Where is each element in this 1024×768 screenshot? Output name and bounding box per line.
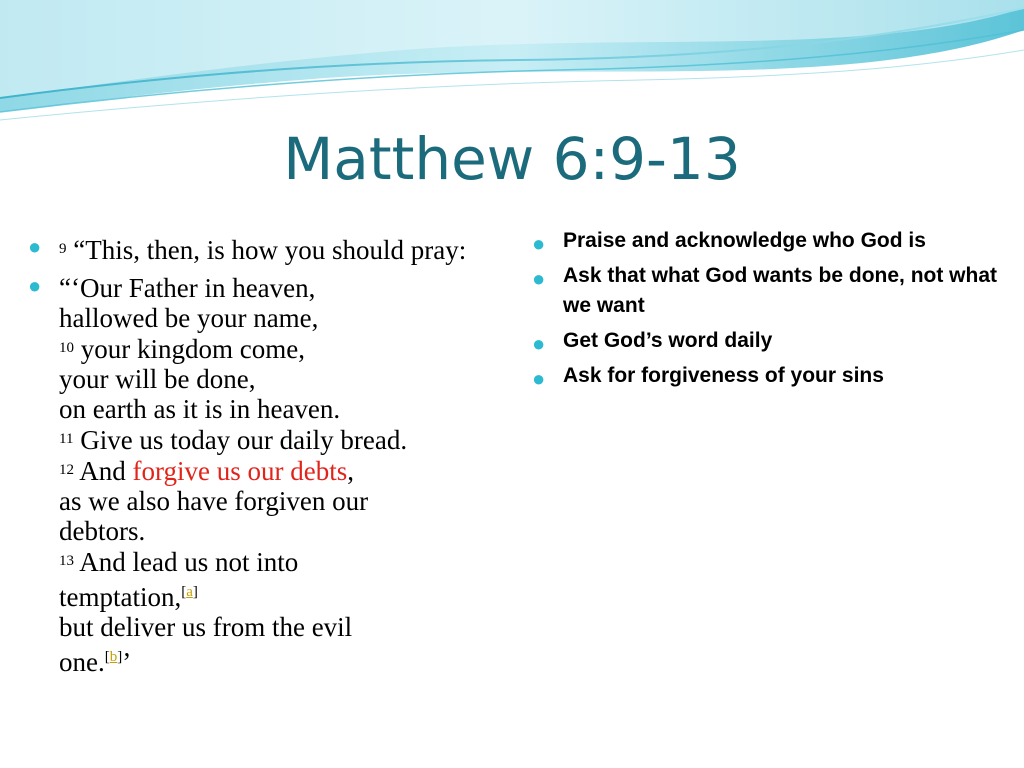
footnote-ref: [b] [104,649,123,665]
decorative-wave-band [0,0,1024,130]
verse-text: And lead us not into [79,547,299,577]
verse-line: your will be done, [59,364,256,394]
bullet-dot-icon: ● [532,331,546,356]
verse-line: hallowed be your name, [59,303,319,333]
verse-text: And [79,456,126,486]
verse-number: 9 [59,241,67,257]
scripture-bullet-item [28,234,498,265]
footnote-ref: [a] [181,584,198,600]
summary-points-column [532,226,1012,396]
footnote-b-link[interactable]: b [109,649,118,665]
bullet-dot-icon: ● [532,231,546,256]
verse-line [59,333,498,364]
scripture-bullet-item [28,273,498,677]
verse-text: Give us today our daily bread. [80,425,408,455]
verse-line [59,577,498,612]
summary-text: Get God’s word daily [563,329,773,352]
verse-text: one. [59,647,105,677]
verse-text: , [347,456,354,486]
verse-text: your kingdom come, [80,334,305,364]
bullet-dot-icon: ● [532,366,546,391]
verse-number: 13 [59,553,74,569]
summary-bullet-item [532,261,1012,321]
verse-number: 11 [59,431,74,447]
highlighted-phrase: forgive us our debts [132,456,348,486]
verse-line: but deliver us from the evil [59,612,353,642]
summary-bullet-item [532,326,1012,356]
verse-line [59,455,498,486]
verse-text: temptation, [59,582,182,612]
summary-text: Ask for forgiveness of your sins [563,364,884,387]
verse-number: 10 [59,340,74,356]
summary-bullet-item [532,361,1012,391]
verse-line [59,546,498,577]
verse-line: “‘Our Father in heaven, [59,273,316,303]
verse-number: 12 [59,462,74,478]
summary-bullet-item [532,226,1012,256]
bullet-dot-icon: ● [28,234,42,259]
footnote-a-link[interactable]: a [186,584,193,600]
verse-text: “This, then, is how you should pray: [73,235,467,265]
verse-text: ’ [122,647,132,677]
verse-line [59,642,498,677]
verse-line: debtors. [59,516,146,546]
summary-text: Praise and acknowledge who God is [563,229,926,252]
verse-line: as we also have forgiven our [59,486,369,516]
summary-text: Ask that what God wants be done, not what we want [563,264,998,317]
bullet-dot-icon: ● [28,273,42,298]
verse-line [59,424,498,455]
scripture-text-column [28,234,498,685]
verse-line: on earth as it is in heaven. [59,394,341,424]
bullet-dot-icon: ● [532,266,546,291]
slide-title: Matthew 6:9-13 [283,125,741,193]
